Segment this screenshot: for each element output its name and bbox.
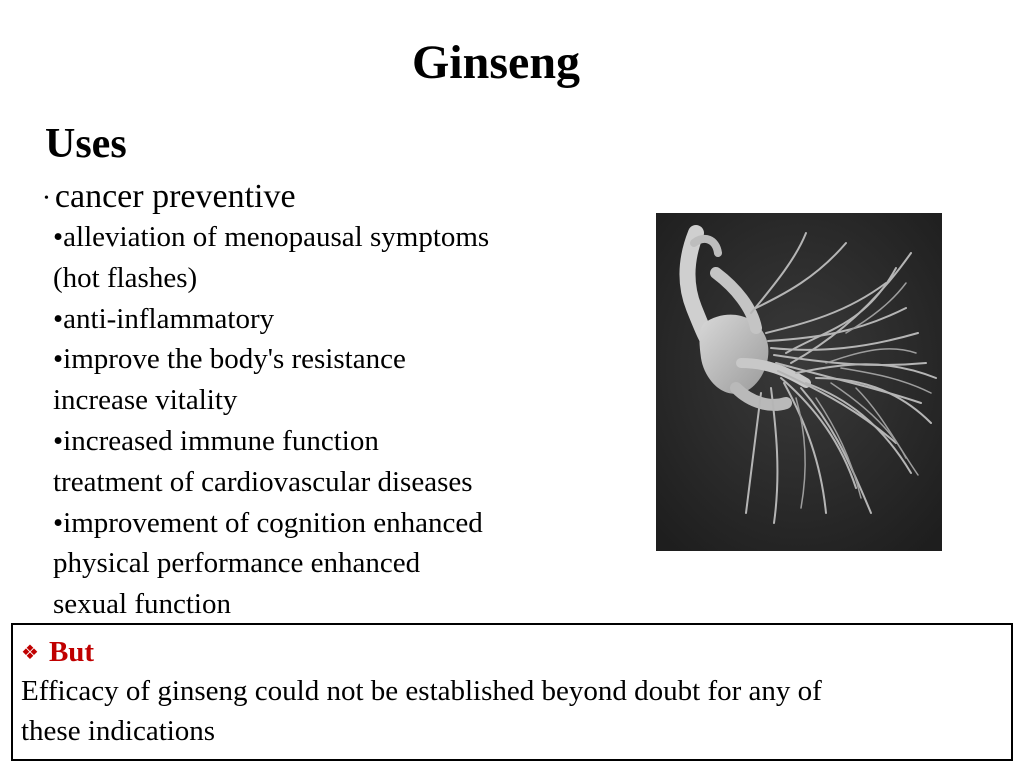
uses-line: •improve the body's resistance	[53, 343, 406, 376]
uses-line: •anti-inflammatory	[53, 302, 275, 335]
caveat-heading-text: But	[48, 636, 95, 668]
uses-line: •increased immune function	[53, 424, 379, 457]
slide-title: Ginseng	[411, 36, 581, 89]
uses-line: increase vitality	[53, 384, 238, 417]
caveat-box	[11, 623, 1013, 761]
ginseng-root-image	[656, 213, 942, 551]
caveat-line: Efficacy of ginseng could not be established beyond doubt for any of	[21, 675, 822, 707]
first-bullet	[44, 176, 296, 220]
caveat-heading	[21, 633, 1005, 671]
uses-heading: Uses	[45, 121, 127, 167]
caveat-line: these indications	[21, 715, 216, 747]
first-bullet-text: cancer preventive	[54, 178, 296, 215]
uses-line: treatment of cardiovascular diseases	[53, 465, 473, 498]
diamond-bullet-icon: ❖	[21, 640, 39, 664]
uses-line: physical performance enhanced	[53, 547, 421, 580]
bullet-dot: •	[44, 191, 49, 207]
caveat-body	[21, 671, 1005, 751]
uses-line: •improvement of cognition enhanced	[53, 506, 483, 539]
uses-line: (hot flashes)	[53, 261, 198, 294]
ginseng-root-illustration	[656, 213, 942, 551]
uses-list	[53, 217, 613, 625]
uses-line: •alleviation of menopausal symptoms	[53, 221, 490, 253]
uses-line: sexual function	[53, 588, 231, 621]
